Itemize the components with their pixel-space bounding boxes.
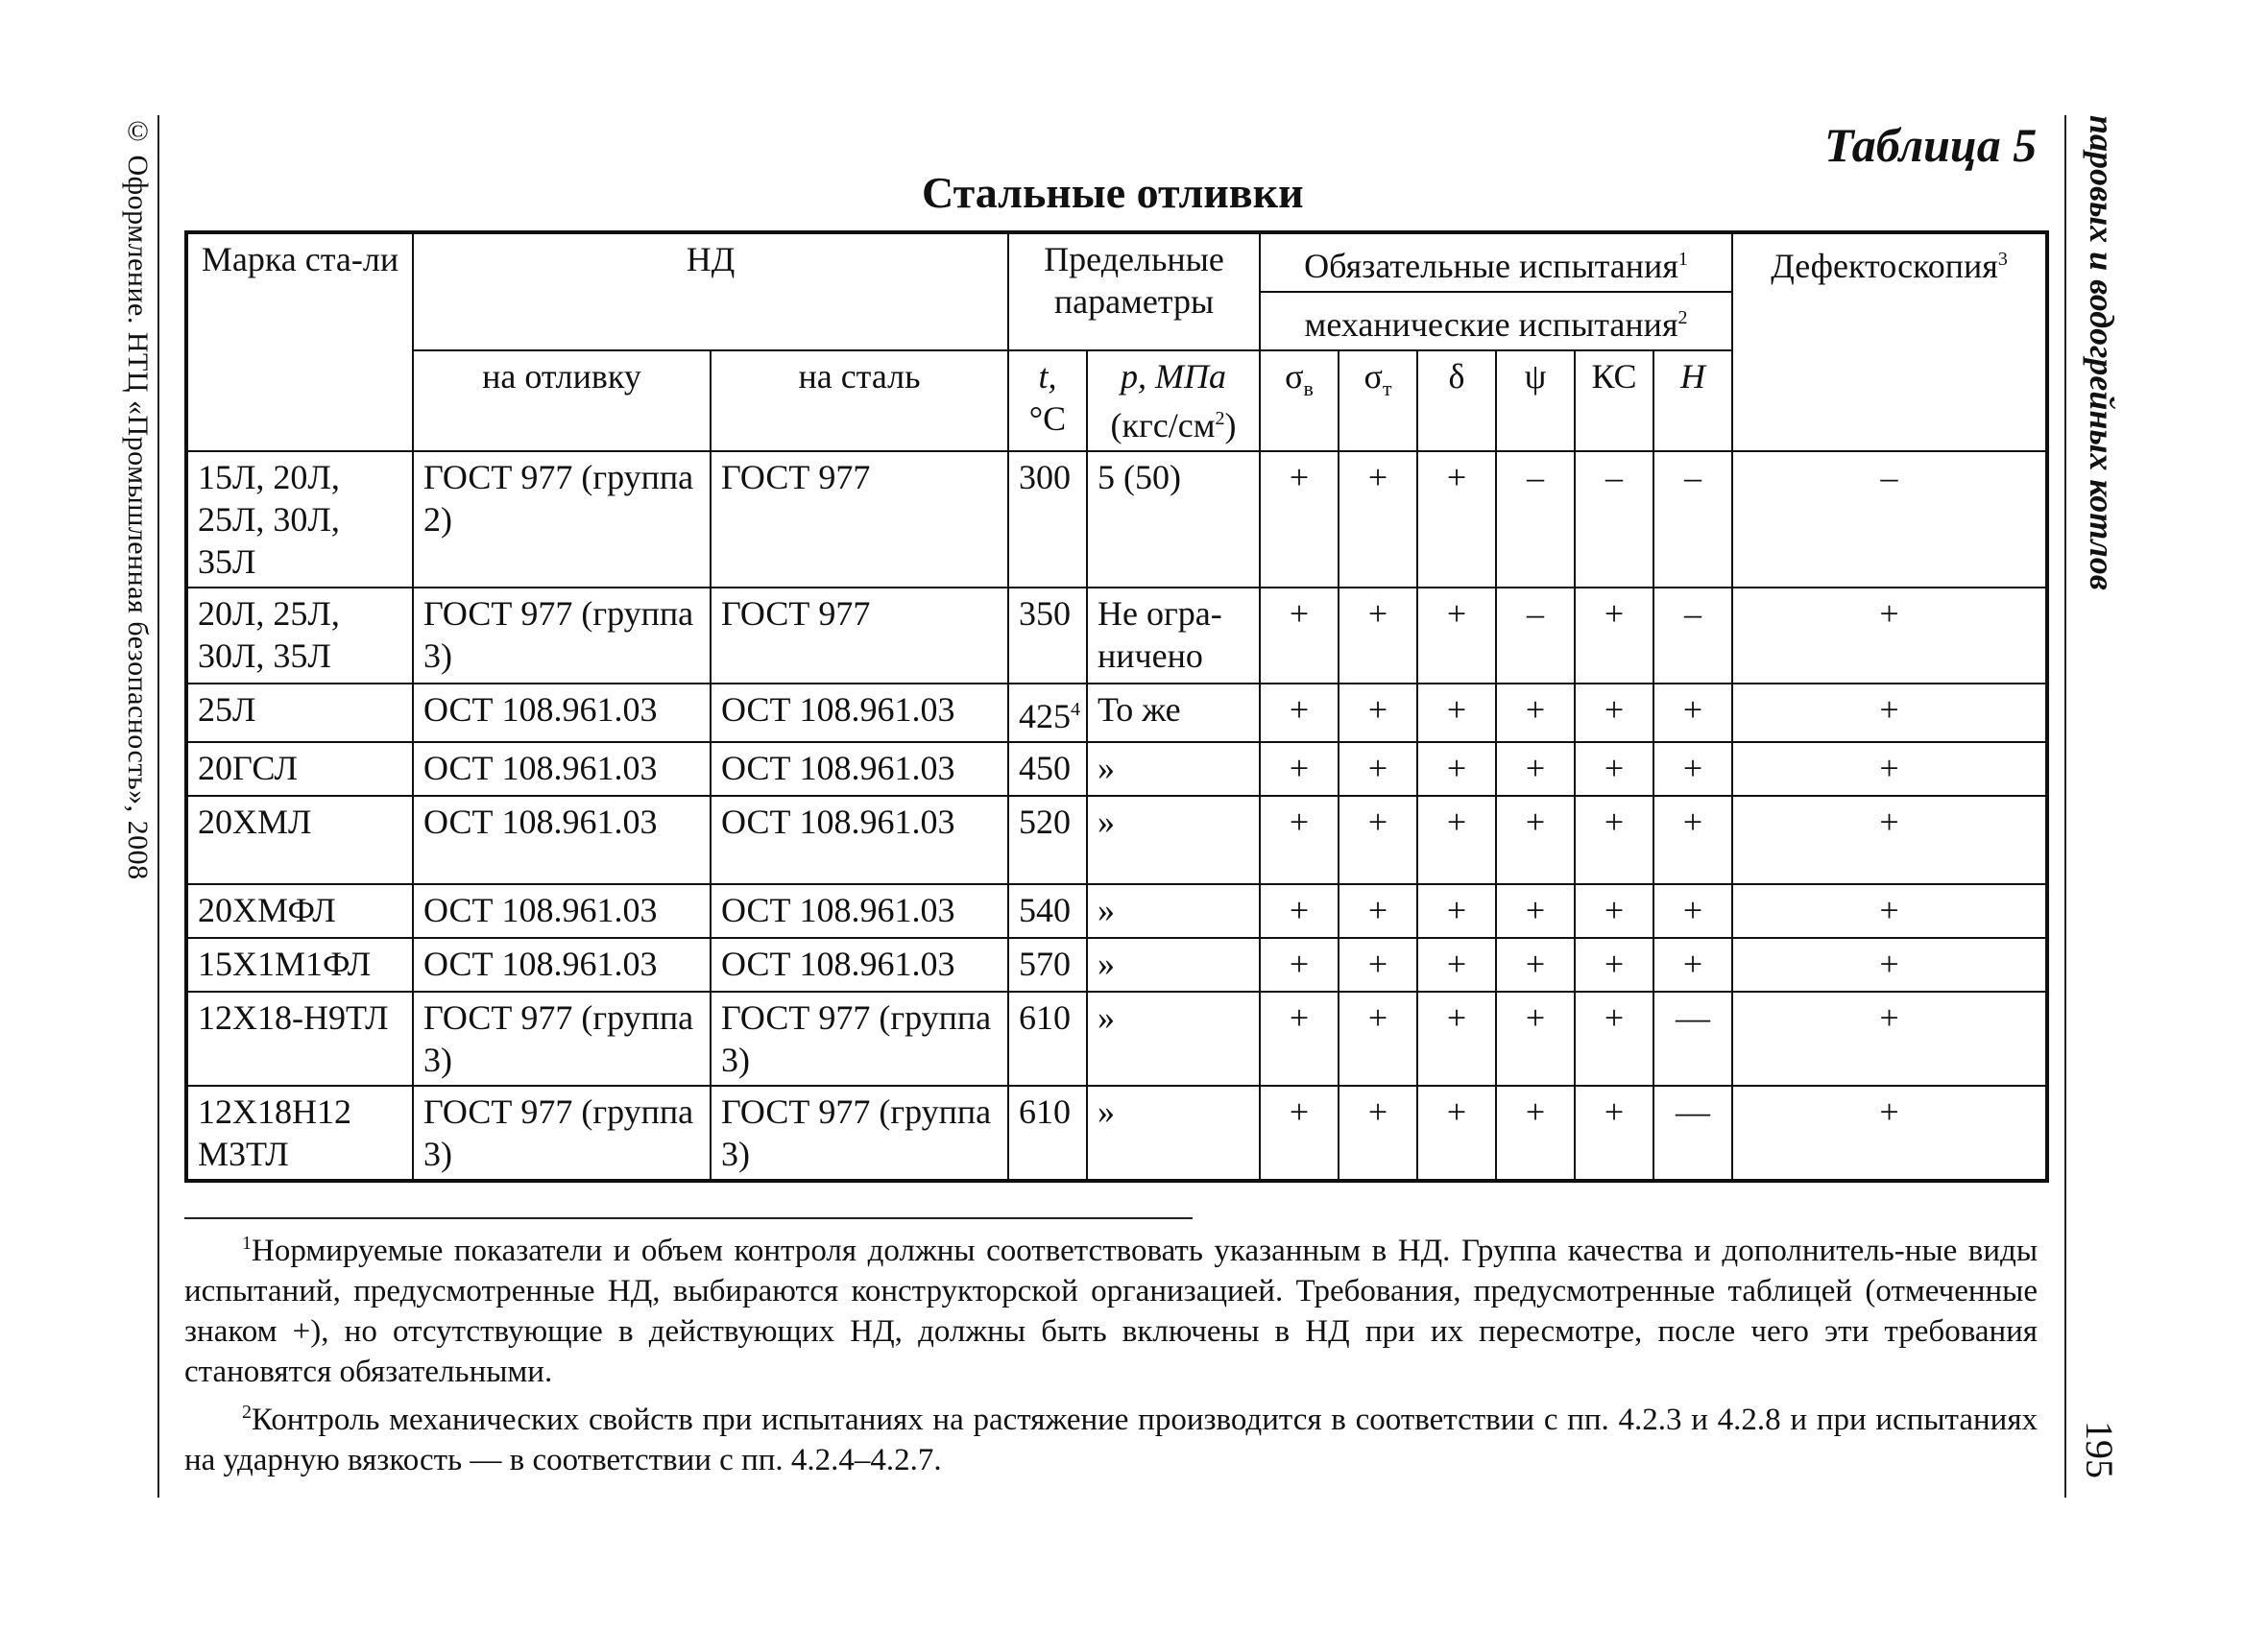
cell-def: +	[1732, 796, 2047, 884]
cell-grade: 15Х1М1ФЛ	[186, 938, 413, 992]
header-p-unit-close: )	[1224, 406, 1237, 444]
right-margin-rule	[2064, 115, 2066, 1498]
table-label: Таблица 5	[1824, 118, 2038, 172]
header-nd-steel: на сталь	[711, 350, 1008, 451]
cell-nd-casting: ГОСТ 977 (группа 3)	[413, 588, 711, 684]
cell-nd-steel: ОСТ 108.961.03	[711, 796, 1008, 884]
cell-grade: 20ХМЛ	[186, 796, 413, 884]
cell-kc: +	[1575, 684, 1653, 742]
cell-nd-casting: ОСТ 108.961.03	[413, 938, 711, 992]
table-title: Стальные отливки	[922, 168, 1304, 217]
cell-d: +	[1417, 992, 1496, 1086]
cell-kc: +	[1575, 588, 1653, 684]
cell-grade: 20ГСЛ	[186, 742, 413, 796]
cell-st: +	[1339, 742, 1417, 796]
table-row	[186, 1086, 2047, 1181]
header-sigma-b-sub: в	[1303, 376, 1314, 400]
cell-psi: +	[1496, 1086, 1575, 1181]
cell-h: +	[1653, 796, 1732, 884]
cell-sb: +	[1260, 1086, 1339, 1181]
header-mechanical-text: механические испытания	[1304, 305, 1678, 344]
cell-st: +	[1339, 451, 1417, 588]
table-row	[186, 684, 2047, 742]
cell-kc: +	[1575, 742, 1653, 796]
cell-sb: +	[1260, 884, 1339, 938]
header-delta: δ	[1417, 350, 1496, 451]
cell-st: +	[1339, 684, 1417, 742]
header-mechanical	[1260, 292, 1732, 350]
cell-d: +	[1417, 1086, 1496, 1181]
cell-sb: +	[1260, 938, 1339, 992]
cell-nd-casting: ГОСТ 977 (группа 2)	[413, 451, 711, 588]
cell-nd-casting: ГОСТ 977 (группа 3)	[413, 1086, 711, 1181]
cell-st: +	[1339, 884, 1417, 938]
cell-grade: 15Л, 20Л, 25Л, 30Л, 35Л	[186, 451, 413, 588]
copyright-text: © Оформление. НТЦ «Промышленная безопасность», 2008	[122, 115, 154, 880]
cell-def: –	[1732, 451, 2047, 588]
cell-h: –	[1653, 588, 1732, 684]
cell-nd-casting: ОСТ 108.961.03	[413, 742, 711, 796]
header-mechanical-sup: 2	[1677, 307, 1688, 328]
cell-t	[1008, 684, 1087, 742]
cell-nd-casting: ОСТ 108.961.03	[413, 796, 711, 884]
cell-def: +	[1732, 588, 2047, 684]
cell-h: —	[1653, 992, 1732, 1086]
cell-kc: +	[1575, 1086, 1653, 1181]
header-h	[1653, 350, 1732, 451]
cell-t-value: 570	[1019, 945, 1071, 983]
cell-psi: +	[1496, 992, 1575, 1086]
cell-nd-steel: ОСТ 108.961.03	[711, 742, 1008, 796]
cell-nd-casting: ОСТ 108.961.03	[413, 884, 711, 938]
left-margin-rule	[157, 115, 159, 1498]
cell-h: +	[1653, 742, 1732, 796]
cell-kc: –	[1575, 451, 1653, 588]
cell-kc: +	[1575, 992, 1653, 1086]
left-margin	[115, 115, 154, 1440]
footnote-2	[184, 1392, 2038, 1480]
header-limits: Предельные параметры	[1008, 232, 1260, 350]
cell-grade: 12Х18-Н9ТЛ	[186, 992, 413, 1086]
footnote-1-text: Нормируемые показатели и объем контроля должны соответствовать указанным в НД. Группа качества и дополнитель-ные виды испытаний, предусмотренные НД, выбираются конструкторской организацией. Требования, предусмотренные таблицей (отмеченные знаком +), но отсутствующие в действующих НД, должны быть включены в НД при их пересмотре, после чего эти требования становятся обязательными.	[184, 1234, 2038, 1389]
header-p-unit: (кгс/см	[1110, 406, 1216, 444]
running-header: паровых и водогрейных котлов	[2083, 115, 2121, 590]
cell-t	[1008, 742, 1087, 796]
cell-d: +	[1417, 742, 1496, 796]
cell-st: +	[1339, 938, 1417, 992]
cell-t	[1008, 992, 1087, 1086]
cell-t-footnote-mark: 4	[1071, 699, 1080, 720]
cell-p: »	[1087, 796, 1260, 884]
cell-t-value: 540	[1019, 891, 1071, 929]
table-row	[186, 992, 2047, 1086]
table-body	[186, 451, 2047, 1181]
cell-sb: +	[1260, 451, 1339, 588]
cell-d: +	[1417, 796, 1496, 884]
cell-st: +	[1339, 1086, 1417, 1181]
cell-t-value: 450	[1019, 749, 1071, 787]
cell-d: +	[1417, 938, 1496, 992]
header-defecto-text: Дефектоскопия	[1771, 247, 1998, 285]
cell-h: –	[1653, 451, 1732, 588]
cell-t	[1008, 1086, 1087, 1181]
cell-nd-steel: ОСТ 108.961.03	[711, 938, 1008, 992]
header-sigma-b-symbol: σ	[1285, 357, 1304, 396]
cell-nd-casting: ОСТ 108.961.03	[413, 684, 711, 742]
cell-sb: +	[1260, 684, 1339, 742]
header-defecto-sup: 3	[1997, 249, 2008, 270]
cell-t	[1008, 884, 1087, 938]
cell-def: +	[1732, 992, 2047, 1086]
header-nd: НД	[413, 232, 1008, 350]
cell-def: +	[1732, 938, 2047, 992]
header-t-unit: °C	[1028, 399, 1067, 438]
table-row	[186, 796, 2047, 884]
table-row	[186, 938, 2047, 992]
cell-nd-steel: ГОСТ 977 (группа 3)	[711, 1086, 1008, 1181]
cell-grade: 25Л	[186, 684, 413, 742]
header-sigma-b	[1260, 350, 1339, 451]
header-nd-casting: на отливку	[413, 350, 711, 451]
header-mandatory	[1260, 232, 1732, 292]
cell-t	[1008, 588, 1087, 684]
cell-p: »	[1087, 992, 1260, 1086]
table-row	[186, 884, 2047, 938]
cell-t-value: 425	[1019, 697, 1071, 735]
header-sigma-t-symbol: σ	[1363, 357, 1383, 396]
cell-d: +	[1417, 451, 1496, 588]
cell-h: +	[1653, 884, 1732, 938]
footnotes	[184, 1223, 2038, 1480]
cell-psi: +	[1496, 796, 1575, 884]
cell-p: 5 (50)	[1087, 451, 1260, 588]
steel-castings-table	[184, 230, 2049, 1183]
header-row-1	[186, 232, 2047, 292]
cell-psi: +	[1496, 938, 1575, 992]
header-p	[1087, 350, 1260, 451]
header-p-label: р, МПа	[1121, 357, 1226, 396]
cell-p: »	[1087, 742, 1260, 796]
header-defecto	[1732, 232, 2047, 451]
cell-grade: 20Л, 25Л, 30Л, 35Л	[186, 588, 413, 684]
cell-sb: +	[1260, 588, 1339, 684]
cell-t	[1008, 451, 1087, 588]
cell-kc: +	[1575, 796, 1653, 884]
cell-st: +	[1339, 992, 1417, 1086]
cell-psi: +	[1496, 684, 1575, 742]
header-h-text: Н	[1680, 357, 1706, 396]
cell-grade: 12Х18Н12 М3ТЛ	[186, 1086, 413, 1181]
header-mandatory-text: Обязательные испытания	[1304, 247, 1678, 285]
cell-t-value: 610	[1019, 1092, 1071, 1131]
cell-p: »	[1087, 1086, 1260, 1181]
header-grade: Марка ста-ли	[186, 232, 413, 451]
cell-t	[1008, 938, 1087, 992]
footnote-2-text: Контроль механических свойств при испытаниях на растяжение производится в соответствии с пп. 4.2.3 и 4.2.8 и при испытаниях на ударную вязкость — в соответствии с пп. 4.2.4–4.2.7.	[184, 1403, 2038, 1477]
footnote-1-mark: 1	[242, 1233, 252, 1254]
table-row	[186, 742, 2047, 796]
header-kc: КС	[1575, 350, 1653, 451]
cell-nd-steel: ГОСТ 977 (группа 3)	[711, 992, 1008, 1086]
cell-kc: +	[1575, 938, 1653, 992]
footnote-1	[184, 1223, 2038, 1392]
page-number: 195	[2078, 1421, 2121, 1478]
cell-d: +	[1417, 684, 1496, 742]
cell-sb: +	[1260, 992, 1339, 1086]
cell-p: Не огра-ничено	[1087, 588, 1260, 684]
cell-grade: 20ХМФЛ	[186, 884, 413, 938]
cell-d: +	[1417, 588, 1496, 684]
table-row	[186, 451, 2047, 588]
cell-psi: –	[1496, 588, 1575, 684]
cell-p: »	[1087, 938, 1260, 992]
table-row	[186, 588, 2047, 684]
cell-p: »	[1087, 884, 1260, 938]
header-p-unit-sup: 2	[1215, 408, 1225, 429]
cell-psi: +	[1496, 742, 1575, 796]
cell-h: +	[1653, 938, 1732, 992]
cell-def: +	[1732, 742, 2047, 796]
cell-def: +	[1732, 1086, 2047, 1181]
cell-t-value: 610	[1019, 998, 1071, 1037]
cell-nd-casting: ГОСТ 977 (группа 3)	[413, 992, 711, 1086]
cell-st: +	[1339, 796, 1417, 884]
cell-sb: +	[1260, 742, 1339, 796]
cell-nd-steel: ОСТ 108.961.03	[711, 884, 1008, 938]
header-psi: ψ	[1496, 350, 1575, 451]
header-sigma-t-sub: т	[1382, 376, 1392, 400]
cell-psi: –	[1496, 451, 1575, 588]
cell-nd-steel: ГОСТ 977	[711, 451, 1008, 588]
cell-d: +	[1417, 884, 1496, 938]
cell-nd-steel: ГОСТ 977	[711, 588, 1008, 684]
header-t-label: t,	[1038, 357, 1057, 396]
cell-t	[1008, 796, 1087, 884]
cell-h: +	[1653, 684, 1732, 742]
cell-kc: +	[1575, 884, 1653, 938]
cell-def: +	[1732, 684, 2047, 742]
cell-p: То же	[1087, 684, 1260, 742]
cell-st: +	[1339, 588, 1417, 684]
header-sigma-t	[1339, 350, 1417, 451]
footnote-rule	[184, 1217, 1193, 1219]
cell-t-value: 520	[1019, 803, 1071, 841]
cell-h: —	[1653, 1086, 1732, 1181]
footnote-2-mark: 2	[242, 1402, 252, 1423]
cell-t-value: 350	[1019, 594, 1071, 633]
cell-t-value: 300	[1019, 458, 1071, 496]
cell-sb: +	[1260, 796, 1339, 884]
cell-psi: +	[1496, 884, 1575, 938]
cell-nd-steel: ОСТ 108.961.03	[711, 684, 1008, 742]
header-t	[1008, 350, 1087, 451]
cell-def: +	[1732, 884, 2047, 938]
header-mandatory-sup: 1	[1677, 249, 1688, 270]
